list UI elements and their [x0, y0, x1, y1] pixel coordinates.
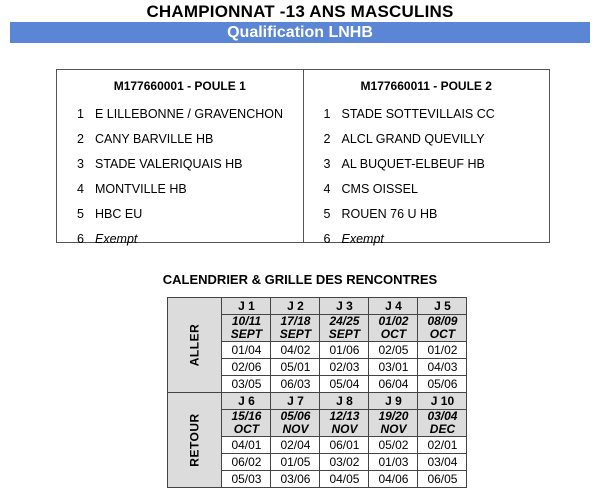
team-row: [57, 101, 303, 126]
date-cell: 12/13 NOV: [320, 410, 369, 437]
match-cell: 01/02: [418, 342, 467, 359]
calendar-title: CALENDRIER & GRILLE DES RENCONTRES: [162, 272, 438, 287]
team-name: MONTVILLE HB: [95, 181, 187, 196]
day-header: J 7: [271, 393, 320, 410]
team-number: 2: [77, 131, 84, 146]
day-header: J 2: [271, 298, 320, 315]
team-name: AL BUQUET-ELBEUF HB: [341, 156, 485, 171]
pool-title: M177660001 - POULE 1: [113, 79, 246, 93]
team-row: [57, 201, 303, 226]
match-cell: 06/03: [271, 376, 320, 393]
match-cell: 06/01: [320, 437, 369, 454]
match-cell: 04/01: [222, 437, 271, 454]
aller-label: ALLER: [168, 298, 222, 393]
team-row: [304, 201, 550, 226]
match-cell: 04/03: [418, 359, 467, 376]
date-cell: 01/02 OCT: [369, 315, 418, 342]
match-cell: 05/04: [320, 376, 369, 393]
team-row: [57, 226, 303, 251]
team-name: Exempt: [95, 231, 138, 246]
team-row: [304, 101, 550, 126]
match-cell: 02/04: [271, 437, 320, 454]
date-cell: 24/25 SEPT: [320, 315, 369, 342]
day-header: J 9: [369, 393, 418, 410]
day-header-row: [168, 298, 467, 315]
day-header: J 10: [418, 393, 467, 410]
team-name: E LILLEBONNE / GRAVENCHON: [95, 106, 284, 121]
match-cell: 06/02: [222, 454, 271, 471]
team-row: [304, 176, 550, 201]
date-cell: 03/04 DEC: [418, 410, 467, 437]
date-cell: 10/11 SEPT: [222, 315, 271, 342]
team-number: 4: [323, 181, 331, 196]
match-cell: 04/06: [369, 471, 418, 488]
match-cell: 05/02: [369, 437, 418, 454]
match-cell: 02/03: [320, 359, 369, 376]
team-number: 1: [77, 106, 84, 121]
match-cell: 01/06: [320, 342, 369, 359]
pools-table: [56, 69, 550, 246]
team-number: 2: [323, 131, 331, 146]
day-header-row: [168, 393, 467, 410]
day-header: J 3: [320, 298, 369, 315]
date-cell: 08/09 OCT: [418, 315, 467, 342]
match-cell: 03/02: [320, 454, 369, 471]
page-title: CHAMPIONNAT -13 ANS MASCULINS: [146, 2, 454, 21]
team-row: [304, 126, 550, 151]
team-name: Exempt: [341, 231, 384, 246]
team-name: CANY BARVILLE HB: [95, 131, 214, 146]
date-cell: 17/18 SEPT: [271, 315, 320, 342]
match-cell: 03/04: [418, 454, 467, 471]
match-cell: 03/06: [271, 471, 320, 488]
team-name: STADE SOTTEVILLAIS CC: [341, 106, 495, 121]
day-header: J 1: [222, 298, 271, 315]
day-header: J 5: [418, 298, 467, 315]
day-header: J 4: [369, 298, 418, 315]
pool-2: [303, 70, 550, 246]
match-cell: 05/03: [222, 471, 271, 488]
match-cell: 02/05: [369, 342, 418, 359]
team-row: [57, 151, 303, 176]
team-number: 6: [77, 231, 84, 246]
team-row: [304, 226, 550, 251]
match-grid: [167, 297, 467, 488]
team-number: 4: [77, 181, 84, 196]
team-number: 5: [323, 206, 331, 221]
day-header: J 6: [222, 393, 271, 410]
date-cell: 19/20 NOV: [369, 410, 418, 437]
match-cell: 04/05: [320, 471, 369, 488]
match-cell: 02/06: [222, 359, 271, 376]
match-cell: 03/01: [369, 359, 418, 376]
team-number: 6: [323, 231, 331, 246]
team-name: STADE VALERIQUAIS HB: [95, 156, 243, 171]
match-cell: 03/05: [222, 376, 271, 393]
team-number: 3: [77, 156, 84, 171]
match-cell: 05/06: [418, 376, 467, 393]
pool-title: M177660011 - POULE 2: [360, 79, 492, 93]
match-cell: 01/03: [369, 454, 418, 471]
date-cell: 05/06 NOV: [271, 410, 320, 437]
match-cell: 04/02: [271, 342, 320, 359]
match-cell: 05/01: [271, 359, 320, 376]
team-number: 3: [323, 156, 331, 171]
match-cell: 01/05: [271, 454, 320, 471]
match-cell: 06/05: [418, 471, 467, 488]
team-number: 5: [77, 206, 84, 221]
team-name: ALCL GRAND QUEVILLY: [341, 131, 485, 146]
match-cell: 02/01: [418, 437, 467, 454]
match-cell: 06/04: [369, 376, 418, 393]
team-row: [304, 151, 550, 176]
team-name: ROUEN 76 U HB: [341, 206, 438, 221]
date-cell: 15/16 OCT: [222, 410, 271, 437]
day-header: J 8: [320, 393, 369, 410]
team-number: 1: [323, 106, 331, 121]
pool-1: [57, 70, 303, 246]
qualification-banner: Qualification LNHB: [10, 22, 590, 43]
retour-label: RETOUR: [168, 393, 222, 488]
team-name: CMS OISSEL: [341, 181, 418, 196]
team-name: HBC EU: [95, 206, 143, 221]
team-row: [57, 126, 303, 151]
team-row: [57, 176, 303, 201]
match-cell: 01/04: [222, 342, 271, 359]
